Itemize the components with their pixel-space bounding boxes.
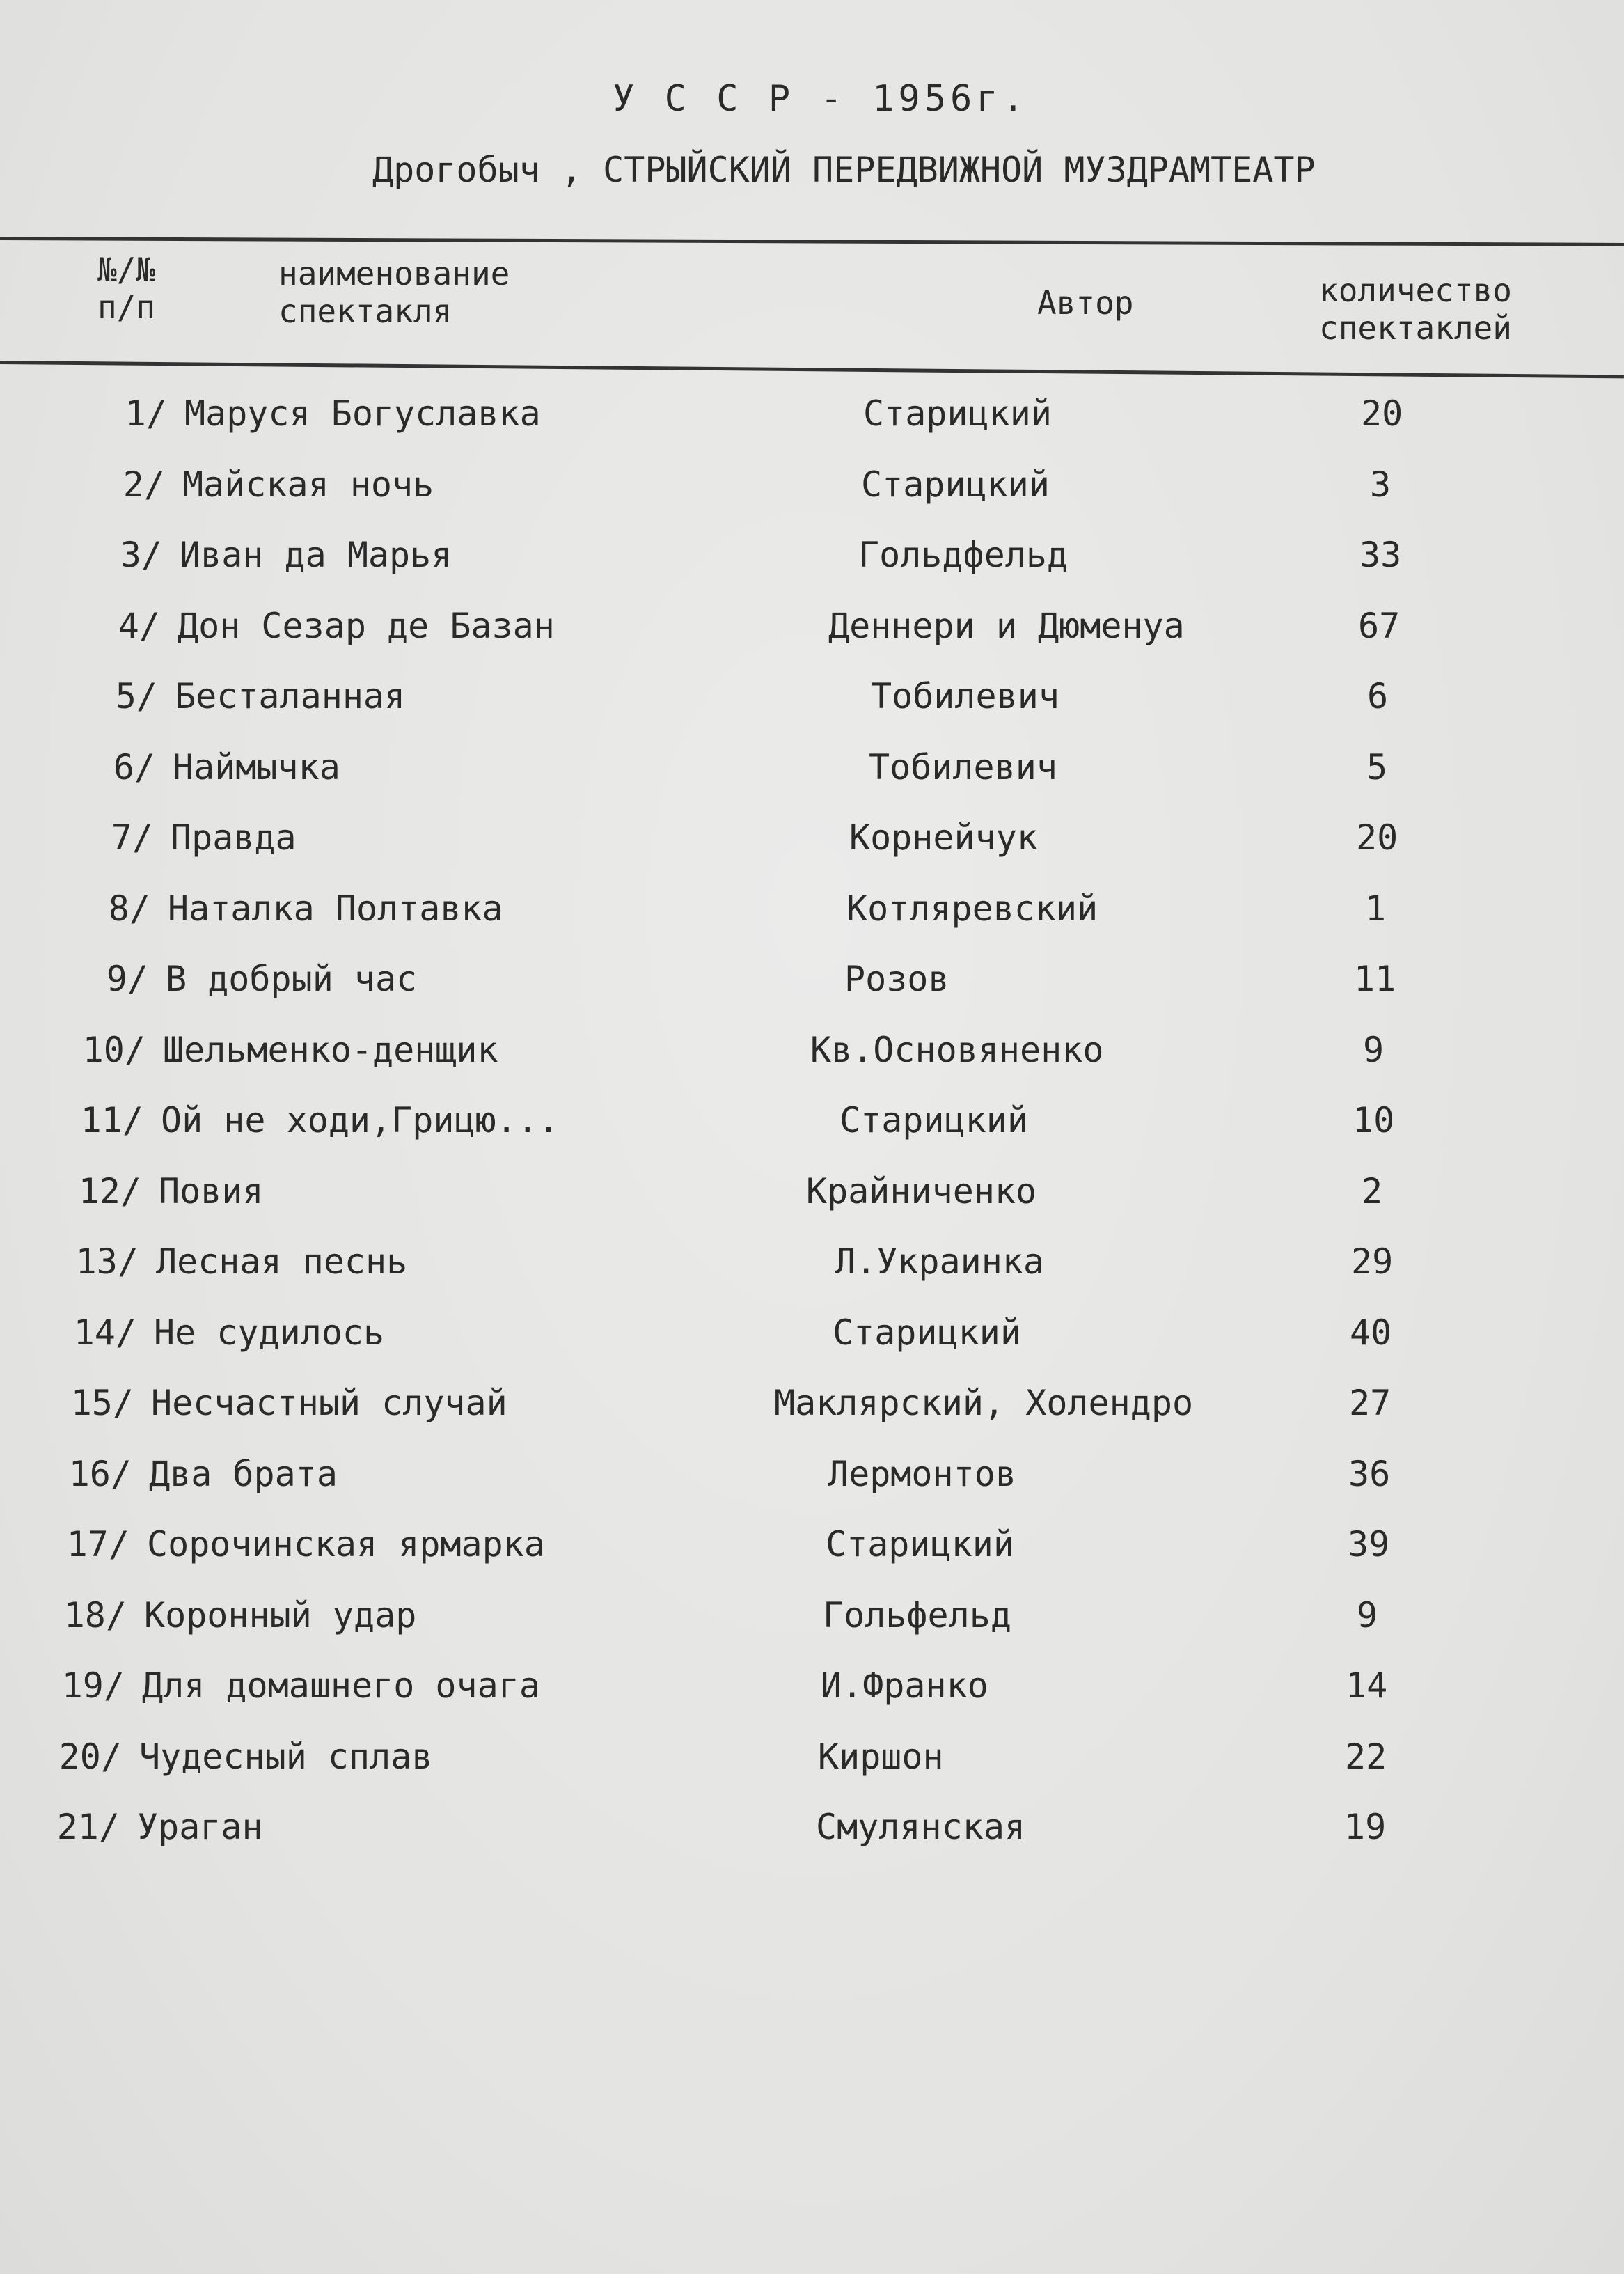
row-performance-count: 2 <box>1362 1170 1383 1212</box>
row-number: 1/ <box>125 393 167 434</box>
row-play-name: Не судилось <box>154 1312 385 1353</box>
row-performance-count: 22 <box>1345 1736 1387 1777</box>
row-number: 12/ <box>78 1170 141 1212</box>
row-author: Л.Украинка <box>835 1241 1045 1282</box>
row-number: 3/ <box>120 535 162 575</box>
row-author: Лермонтов <box>828 1453 1016 1494</box>
table-header-rule <box>0 361 1624 378</box>
row-author: Гольфельд <box>823 1594 1011 1636</box>
table-row <box>0 464 1624 506</box>
row-play-name: В добрый час <box>166 959 418 999</box>
row-number: 15/ <box>70 1383 134 1423</box>
row-performance-count: 19 <box>1344 1807 1387 1847</box>
row-number: 9/ <box>106 959 148 999</box>
row-play-name: Два брата <box>149 1453 338 1494</box>
row-author: Киршон <box>818 1736 944 1777</box>
row-number: 18/ <box>63 1594 127 1636</box>
row-number: 7/ <box>111 817 153 858</box>
document-subtitle: Дрогобыч , СТРЫЙСКИЙ ПЕРЕДВИЖНОЙ МУЗДРАМТЕАТР <box>372 150 1316 190</box>
row-play-name: Маруся Богуславка <box>184 393 541 434</box>
row-author: Корнейчук <box>849 817 1038 858</box>
row-performance-count: 27 <box>1349 1383 1392 1423</box>
row-performance-count: 33 <box>1359 535 1402 575</box>
row-number: 10/ <box>82 1029 145 1070</box>
row-number: 14/ <box>73 1312 136 1353</box>
row-performance-count: 40 <box>1350 1312 1392 1353</box>
row-performance-count: 5 <box>1366 746 1388 787</box>
row-play-name: Наймычка <box>173 746 340 787</box>
table-top-rule <box>0 237 1624 246</box>
row-play-name: Для домашнего очага <box>142 1665 540 1706</box>
row-author: Смулянская <box>816 1807 1026 1847</box>
row-author: Старицкий <box>833 1312 1021 1353</box>
row-performance-count: 1 <box>1365 888 1387 929</box>
row-number: 11/ <box>80 1100 143 1140</box>
row-author: Деннери и Дюменуа <box>828 605 1185 646</box>
table-row <box>0 1171 1624 1213</box>
row-play-name: Бесталанная <box>175 676 406 716</box>
column-header-author: Автор <box>1037 284 1134 322</box>
row-number: 20/ <box>58 1736 122 1777</box>
row-number: 2/ <box>123 464 165 505</box>
row-performance-count: 14 <box>1346 1665 1388 1706</box>
row-performance-count: 6 <box>1367 676 1389 716</box>
row-number: 4/ <box>118 605 160 646</box>
table-row <box>0 1454 1624 1496</box>
row-performance-count: 29 <box>1351 1241 1394 1282</box>
table-row <box>0 1312 1624 1354</box>
row-number: 19/ <box>61 1665 125 1706</box>
row-author: Старицкий <box>861 464 1050 505</box>
row-number: 8/ <box>108 888 150 929</box>
row-play-name: Ураган <box>137 1807 263 1847</box>
row-play-name: Лесная песнь <box>156 1241 408 1282</box>
row-play-name: Сорочинская ярмарка <box>147 1524 545 1565</box>
table-row <box>0 1665 1624 1707</box>
table-row <box>0 1100 1624 1142</box>
row-author: Котляревский <box>846 888 1098 929</box>
table-row <box>0 1736 1624 1778</box>
row-number: 13/ <box>75 1241 139 1282</box>
table-row <box>0 535 1624 577</box>
table-row <box>0 1807 1624 1849</box>
row-performance-count: 11 <box>1354 959 1396 999</box>
row-number: 16/ <box>68 1453 132 1494</box>
row-play-name: Майская ночь <box>182 464 434 505</box>
row-author: Крайниченко <box>806 1170 1037 1212</box>
row-performance-count: 9 <box>1363 1029 1385 1070</box>
table-row <box>0 606 1624 648</box>
table-row <box>0 1595 1624 1637</box>
row-performance-count: 36 <box>1348 1453 1391 1494</box>
row-author: Старицкий <box>839 1100 1028 1140</box>
row-play-name: Наталка Полтавка <box>168 888 503 929</box>
row-play-name: Шельменко-денщик <box>163 1029 498 1070</box>
row-author: Розов <box>844 959 949 999</box>
row-author: И.Франко <box>821 1665 988 1706</box>
table-row <box>0 1383 1624 1425</box>
row-performance-count: 20 <box>1356 817 1398 858</box>
row-play-name: Правда <box>171 817 297 858</box>
row-play-name: Дон Сезар де Базан <box>178 605 555 646</box>
row-author: Тобилевич <box>871 676 1059 716</box>
table-row <box>0 959 1624 1001</box>
row-number: 5/ <box>115 676 157 716</box>
row-author: Старицкий <box>863 393 1052 434</box>
row-performance-count: 3 <box>1370 464 1392 505</box>
document-title: У С С Р - 1956г. <box>613 78 1028 120</box>
row-author: Маклярский, Холендро <box>774 1383 1194 1423</box>
table-row <box>0 676 1624 718</box>
row-performance-count: 20 <box>1361 393 1403 434</box>
table-row <box>0 888 1624 930</box>
row-performance-count: 39 <box>1348 1524 1390 1565</box>
row-number: 6/ <box>113 746 155 787</box>
table-row <box>0 393 1624 435</box>
row-author: Старицкий <box>826 1524 1014 1565</box>
table-row <box>0 1524 1624 1566</box>
table-row <box>0 1241 1624 1283</box>
row-author: Тобилевич <box>869 746 1057 787</box>
table-row <box>0 1030 1624 1072</box>
row-play-name: Иван да Марья <box>180 535 452 575</box>
row-performance-count: 9 <box>1357 1594 1378 1636</box>
row-play-name: Ой не ходи,Грицю... <box>161 1100 559 1140</box>
column-header-number: №/№ п/п <box>97 251 156 326</box>
row-author: Гольдфельд <box>858 535 1069 575</box>
column-header-play-name: наименование спектакля <box>278 255 510 330</box>
row-play-name: Чудесный сплав <box>139 1736 433 1777</box>
row-play-name: Повия <box>159 1170 264 1212</box>
table-row <box>0 817 1624 859</box>
row-author: Кв.Основяненко <box>810 1029 1104 1070</box>
row-performance-count: 67 <box>1358 605 1401 646</box>
column-header-performance-count: количество спектаклей <box>1319 272 1512 347</box>
table-row <box>0 747 1624 789</box>
row-play-name: Коронный удар <box>144 1594 417 1636</box>
row-performance-count: 10 <box>1353 1100 1395 1140</box>
row-number: 21/ <box>56 1807 120 1847</box>
row-number: 17/ <box>66 1524 129 1565</box>
row-play-name: Несчастный случай <box>151 1383 507 1423</box>
